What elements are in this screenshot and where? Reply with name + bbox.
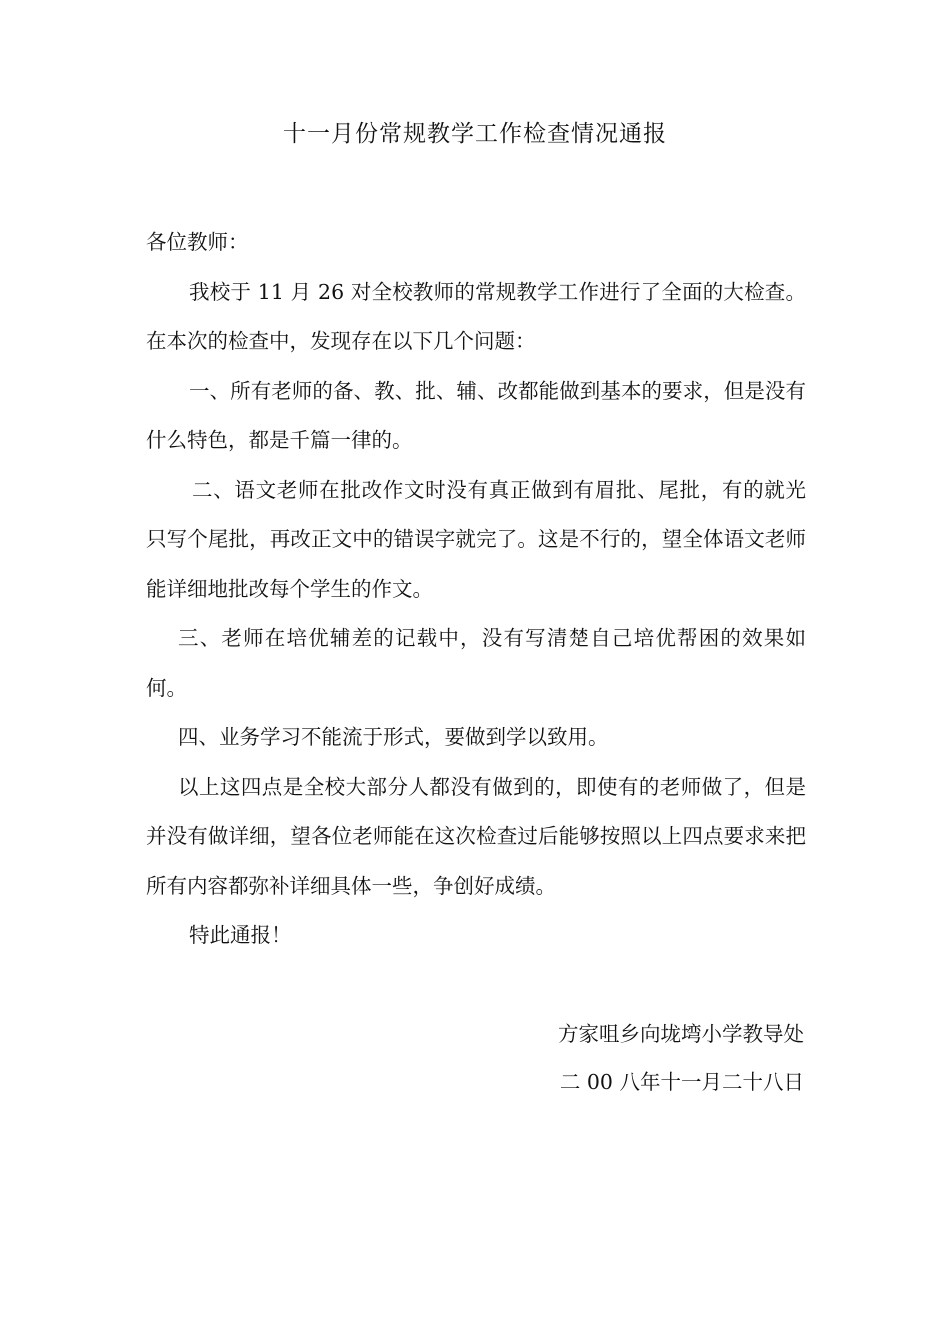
paragraph-issue-1: 一、所有老师的备、教、批、辅、改都能做到基本的要求，但是没有什么特色，都是千篇一律的。 — [146, 378, 806, 452]
paragraph-summary: 以上这四点是全校大部分人都没有做到的，即使有的老师做了，但是并没有做详细，望各位老师能在这次检查过后能够按照以上四点要求来把所有内容都弥补详细具体一些，争创好成绩。 — [146, 774, 806, 898]
document-body — [146, 218, 806, 961]
signature-date: 二 00 八年十一月二十八日 — [559, 1070, 804, 1094]
paragraph-closing: 特此通报！ — [189, 923, 292, 947]
paragraph-intro: 我校于 11 月 26 对全校教师的常规教学工作进行了全面的大检查。在本次的检查中，发现存在以下几个问题： — [146, 279, 806, 353]
paragraph-issue-2: 二、语文老师在批改作文时没有真正做到有眉批、尾批，有的就光只写个尾批，再改正文中的错误字就完了。这是不行的，望全体语文老师能详细地批改每个学生的作文。 — [146, 477, 806, 601]
signature-organization: 方家咀乡向垅塆小学教导处 — [558, 1022, 804, 1046]
document-title: 十一月份常规教学工作检查情况通报 — [283, 121, 667, 147]
greeting: 各位教师： — [146, 230, 249, 254]
paragraph-issue-4: 四、业务学习不能流于形式，要做到学以致用。 — [178, 725, 609, 749]
signature-block — [558, 1010, 804, 1106]
paragraph-issue-3: 三、老师在培优辅差的记载中，没有写清楚自己培优帮困的效果如何。 — [146, 626, 806, 700]
